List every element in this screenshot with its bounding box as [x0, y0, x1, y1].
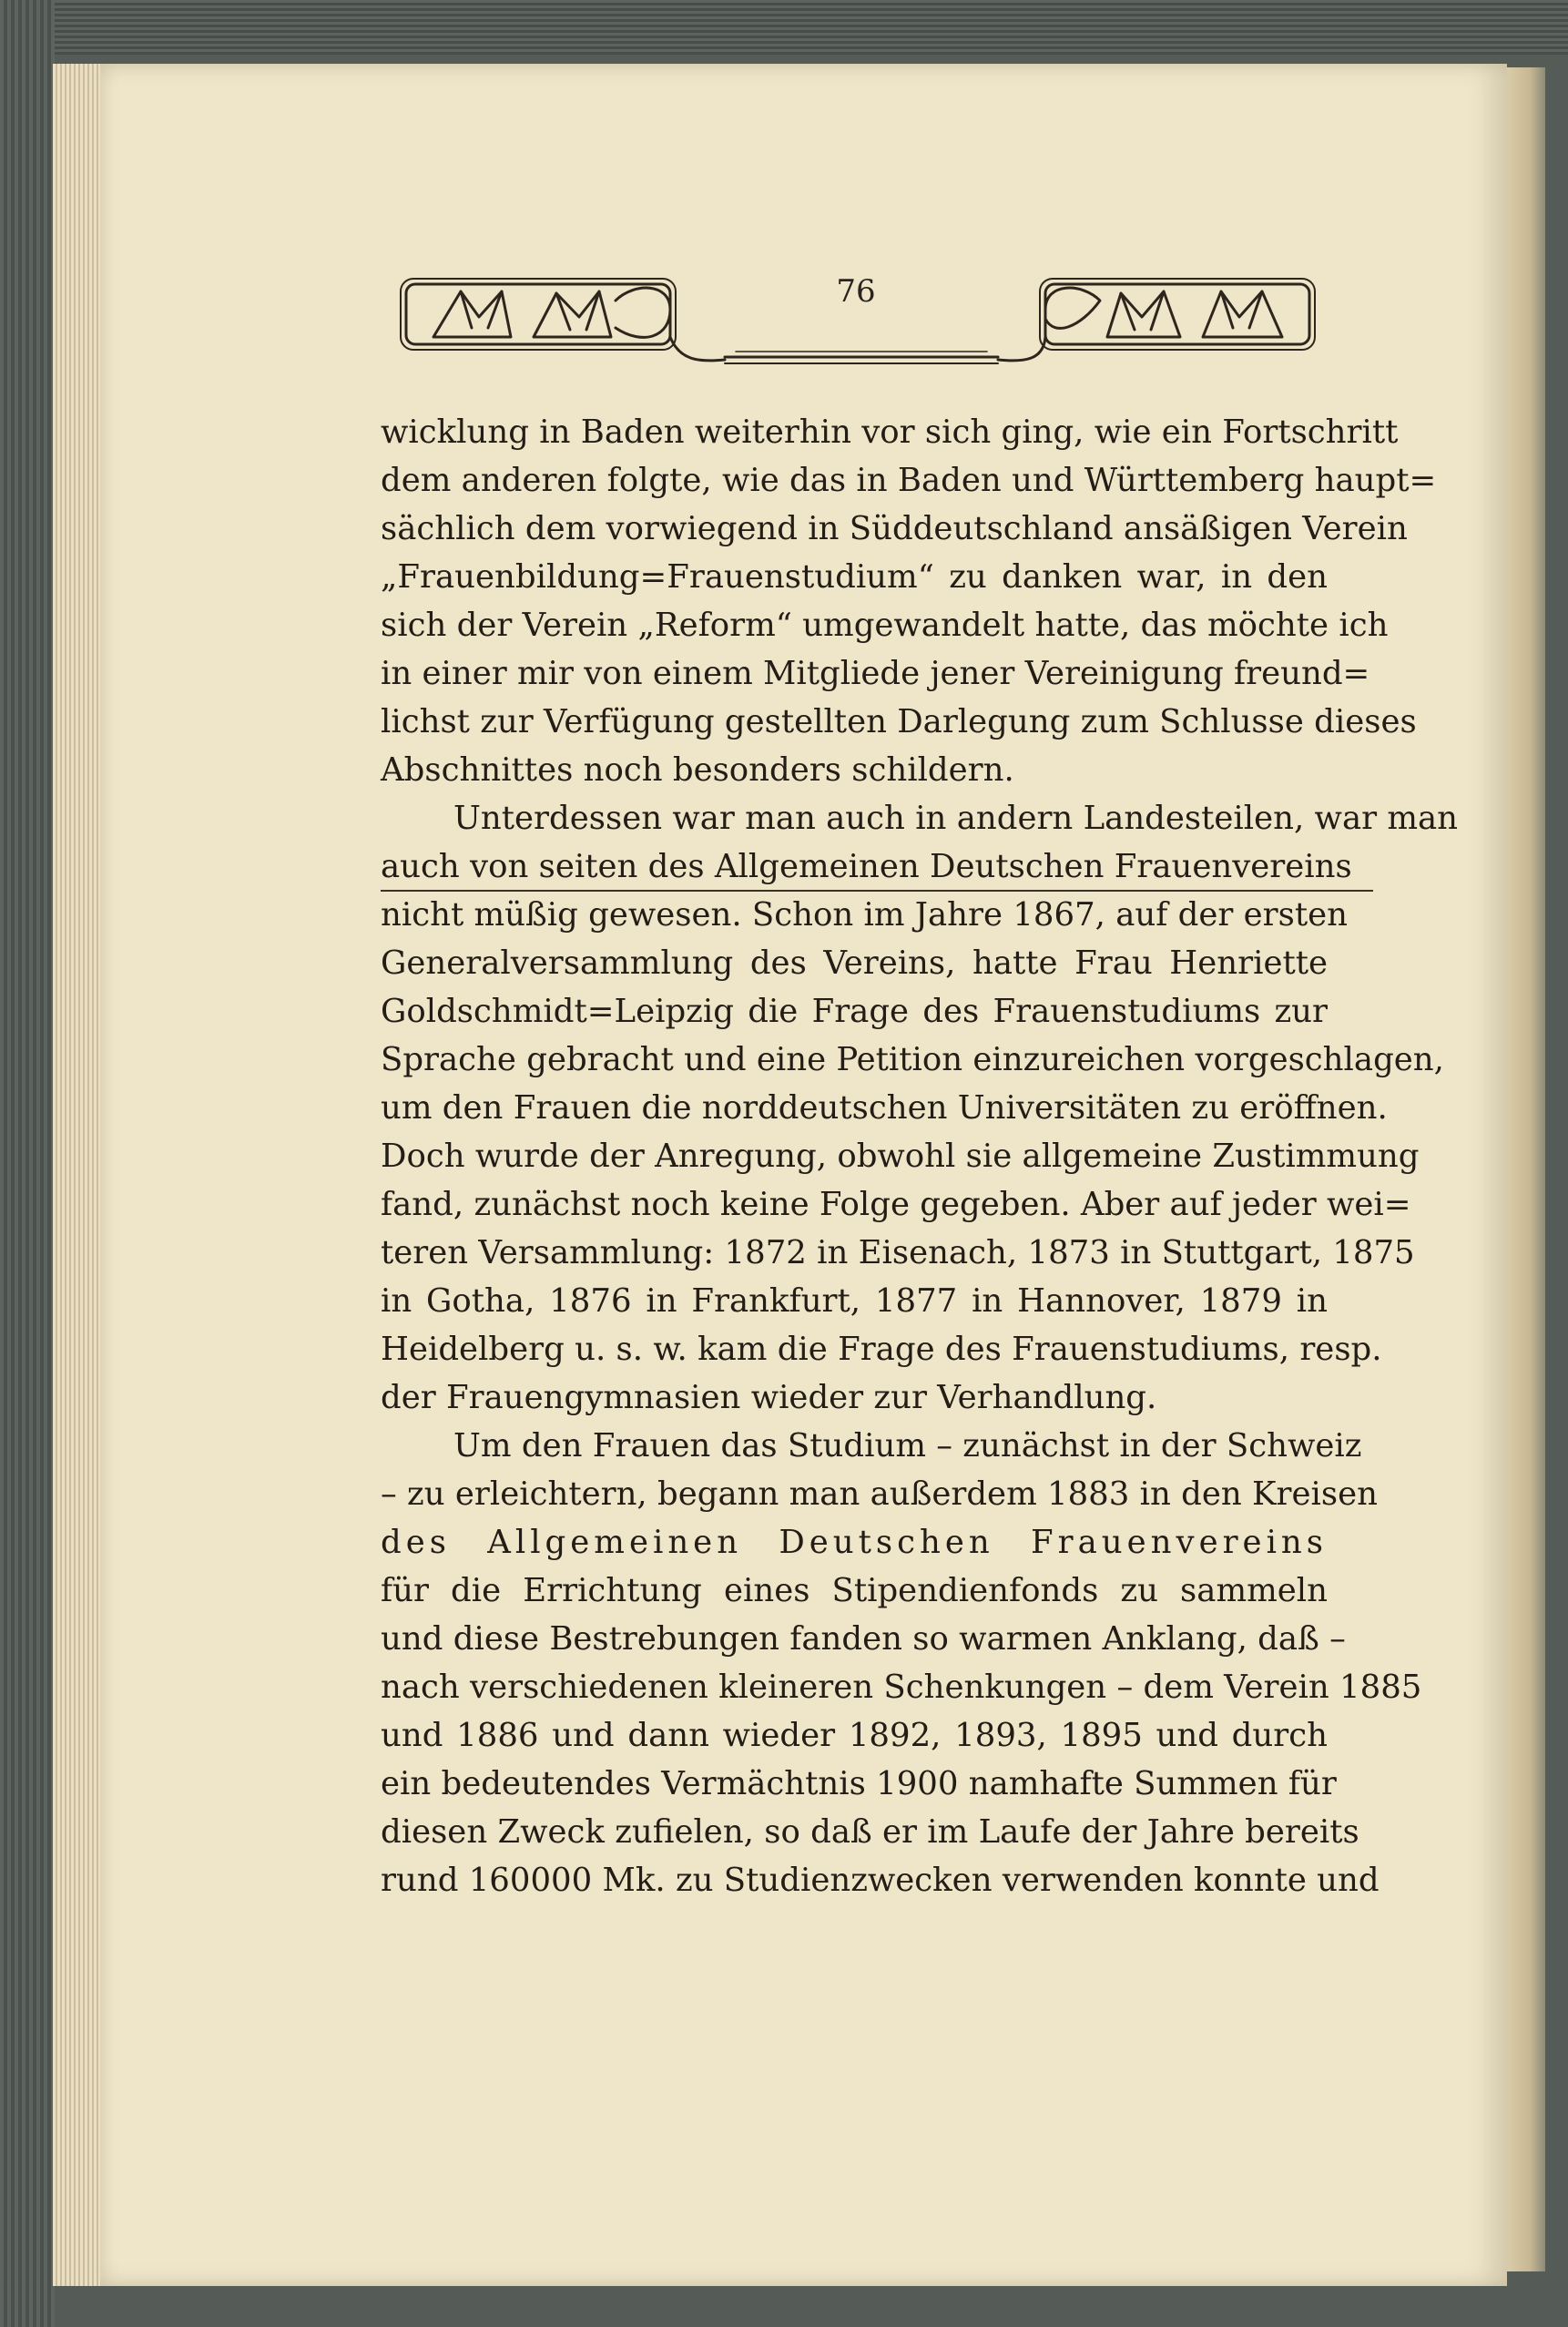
text-line: des Allgemeinen Deutschen Frauenvereins [381, 1524, 1328, 1561]
text-line: Generalversammlung des Vereins, hatte Frau Henriette [381, 944, 1328, 982]
text-line: für die Errichtung eines Stipendienfonds zu sammeln [381, 1572, 1328, 1609]
text-line: in einer mir von einem Mitgliede jener Vereinigung freund= [381, 655, 1370, 692]
binding-top-band [0, 0, 1568, 55]
binding-spine [0, 0, 55, 2327]
text-line: Unterdessen war man auch in andern Landesteilen, war man [453, 800, 1459, 837]
text-line: sächlich dem vorwiegend in Süddeutschland ansäßigen Verein [381, 510, 1408, 547]
text-line: dem anderen folgte, wie das in Baden und Württemberg haupt= [381, 462, 1437, 499]
text-line: auch von seiten des Allgemeinen Deutschen Frauenvereins [381, 848, 1352, 885]
text-line: ein bedeutendes Vermächtnis 1900 namhafte Summen für [381, 1765, 1337, 1802]
text-line: und 1886 und dann wieder 1892, 1893, 1895 und durch [381, 1717, 1328, 1754]
text-line: um den Frauen die norddeutschen Universitäten zu eröffnen. [381, 1089, 1388, 1127]
text-line: – zu erleichtern, begann man außerdem 1883 in den Kreisen [381, 1475, 1378, 1513]
page-number: 76 [836, 273, 876, 310]
text-line: Abschnittes noch besonders schildern. [381, 751, 1014, 789]
text-line: rund 160000 Mk. zu Studienzwecken verwenden konnte und [381, 1862, 1380, 1899]
text-line: und diese Bestrebungen fanden so warmen Anklang, daß – [381, 1620, 1346, 1658]
text-line: sich der Verein „Reform“ umgewandelt hatte, das möchte ich [381, 607, 1389, 644]
text-line: diesen Zweck zufielen, so daß er im Laufe der Jahre bereits [381, 1813, 1359, 1851]
body-text [381, 408, 1459, 1904]
page-edge-right [1507, 67, 1545, 2271]
text-line: Um den Frauen das Studium – zunächst in der Schweiz [453, 1427, 1362, 1465]
text-line: lichst zur Verfügung gestellten Darlegung zum Schlusse dieses [381, 703, 1417, 740]
text-line: Heidelberg u. s. w. kam die Frage des Frauenstudiums, resp. [381, 1331, 1382, 1368]
text-line: nach verschiedenen kleineren Schenkungen – dem Verein 1885 [381, 1669, 1422, 1706]
text-line: fand, zunächst noch keine Folge gegeben. Aber auf jeder wei= [381, 1186, 1411, 1223]
text-line: in Gotha, 1876 in Frankfurt, 1877 in Hannover, 1879 in [381, 1282, 1328, 1320]
text-line: nicht müßig gewesen. Schon im Jahre 1867, auf der ersten [381, 896, 1349, 934]
text-line: der Frauengymnasien wieder zur Verhandlung. [381, 1379, 1157, 1416]
text-line: teren Versammlung: 1872 in Eisenach, 1873 in Stuttgart, 1875 [381, 1234, 1415, 1271]
page-edges-left [53, 64, 104, 2286]
text-line: Goldschmidt=Leipzig die Frage des Frauenstudiums zur [381, 993, 1328, 1030]
text-line: „Frauenbildung=Frauenstudium“ zu danken war, in den [381, 558, 1328, 596]
text-line: wicklung in Baden weiterhin vor sich ging, wie ein Fortschritt [381, 413, 1399, 451]
text-line: Sprache gebracht und eine Petition einzureichen vorgeschlagen, [381, 1041, 1444, 1078]
text-line: Doch wurde der Anregung, obwohl sie allgemeine Zustimmung [381, 1138, 1420, 1175]
